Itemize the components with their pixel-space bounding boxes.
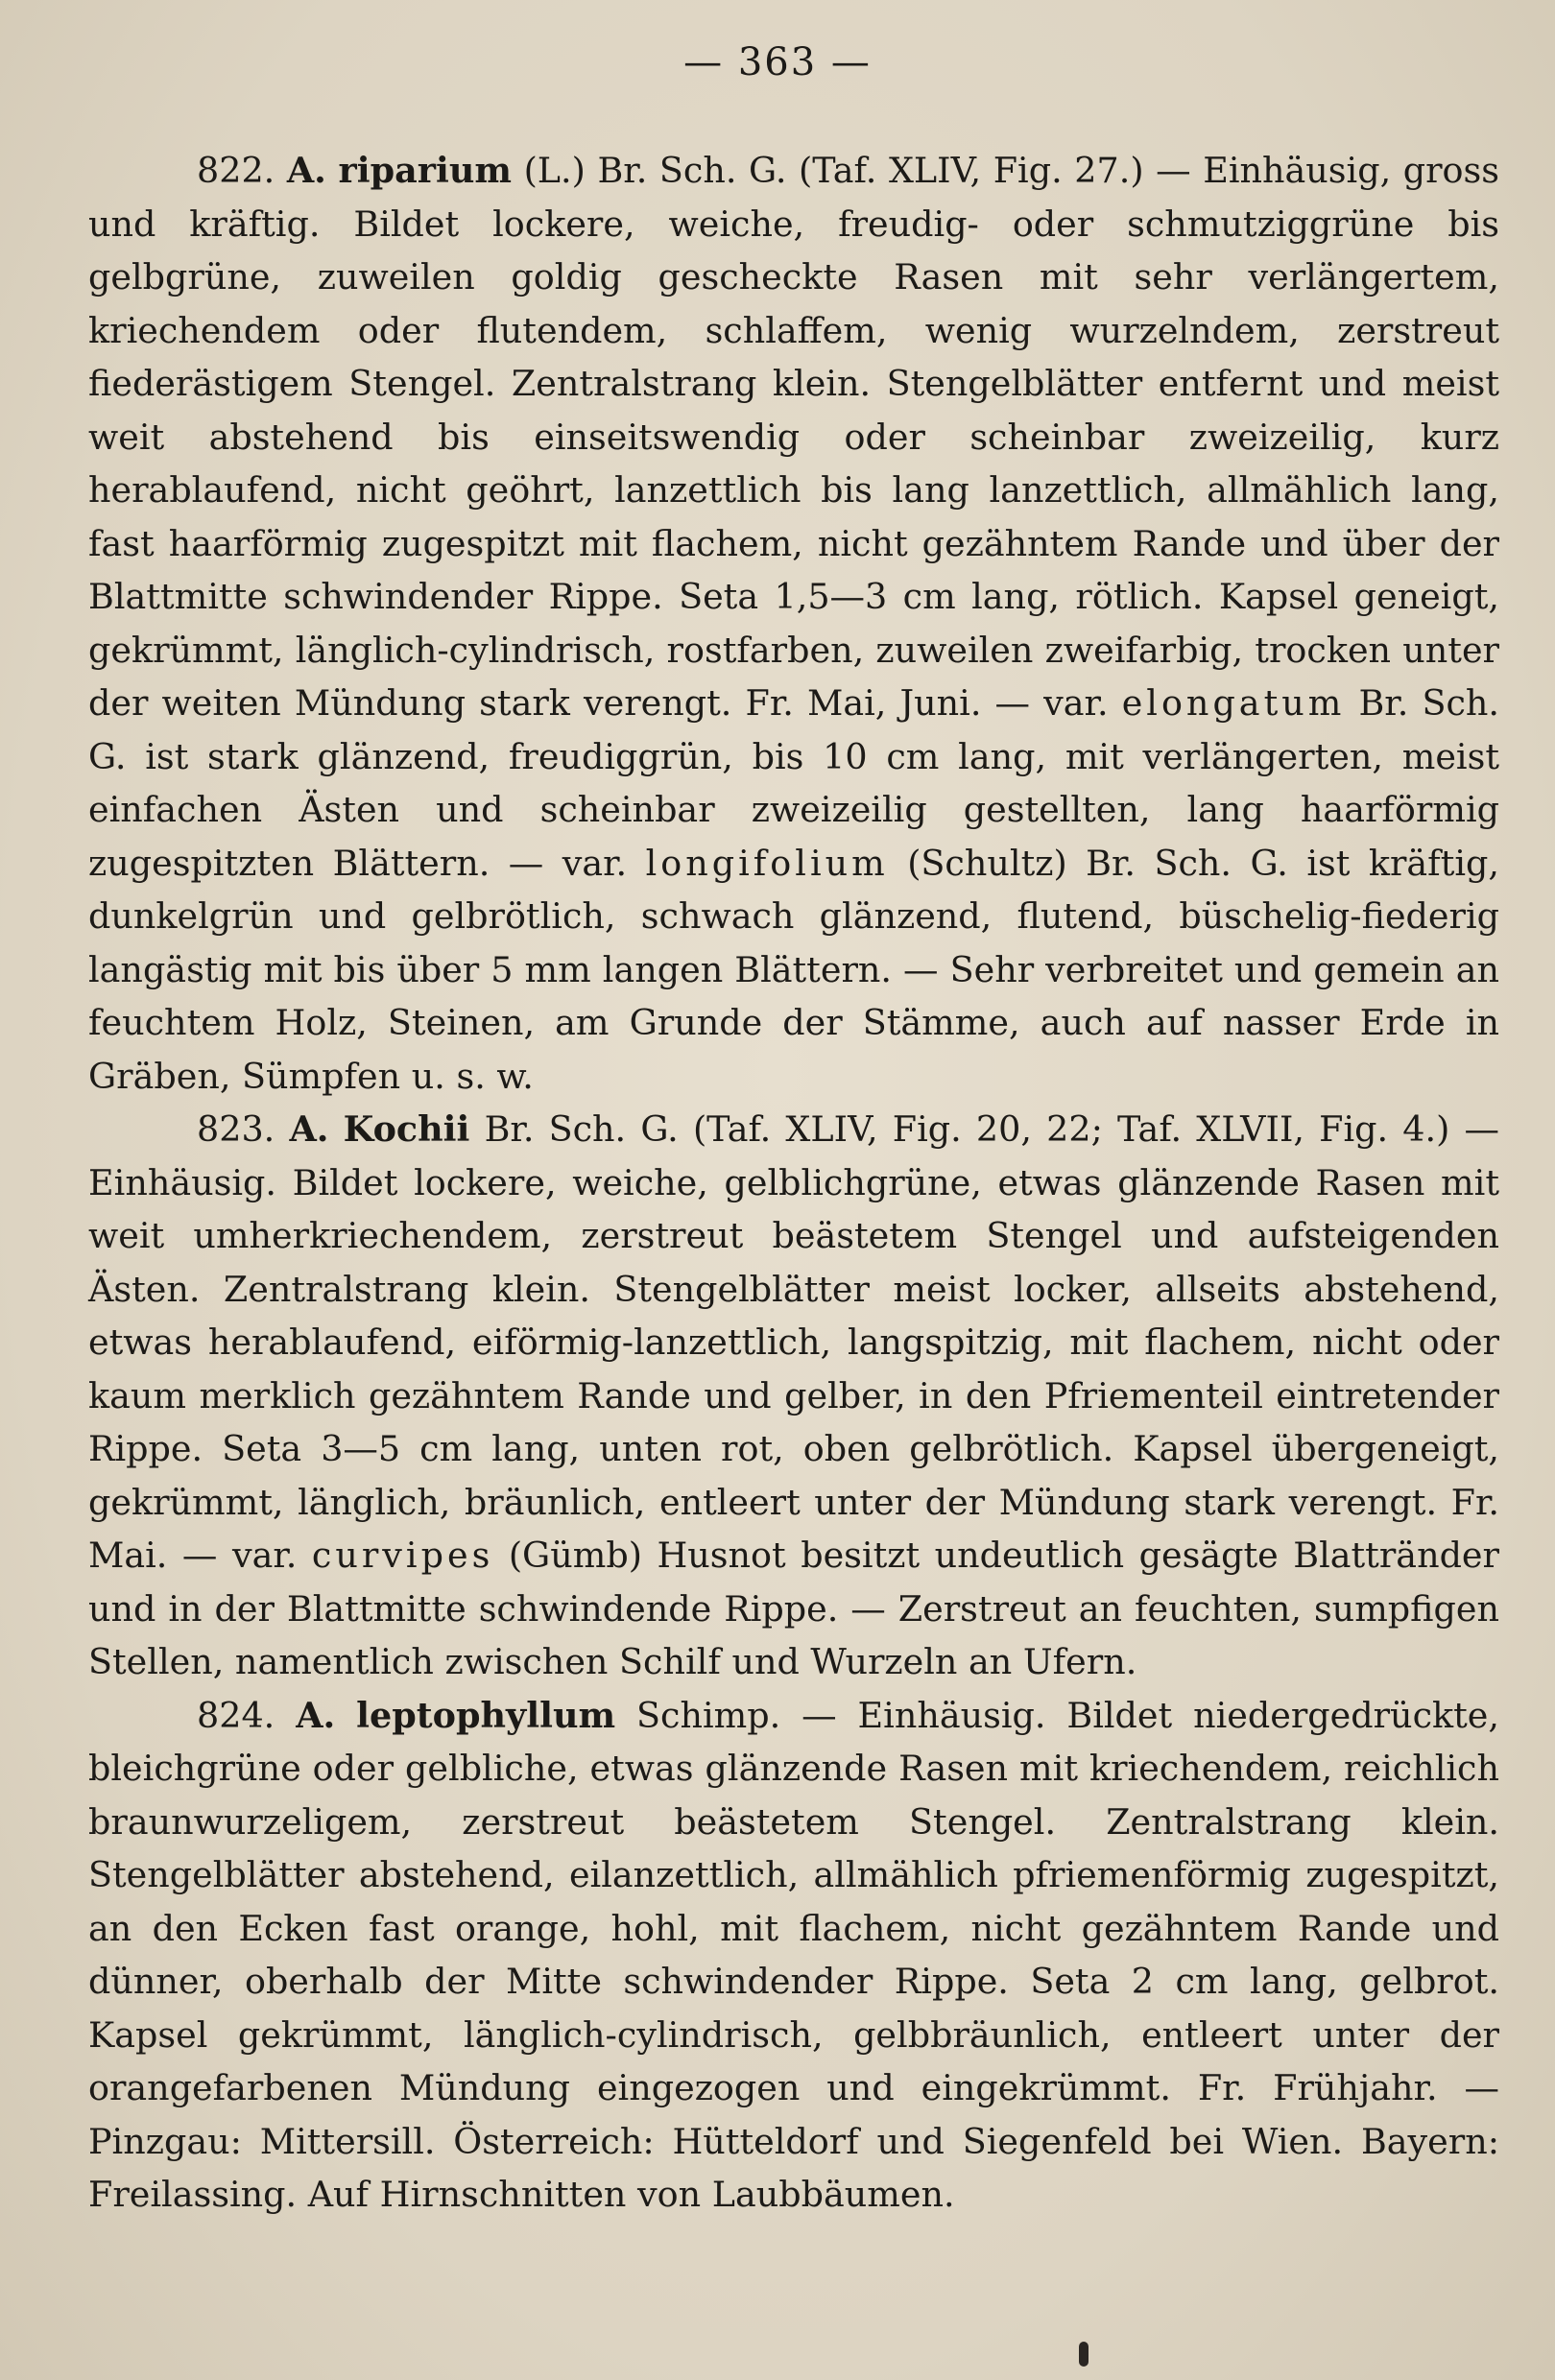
entry-text: Schimp. — Einhäusig. Bildet niedergedrückte, bleichgrüne oder gelbliche, etwas glänzende Rasen mit kriechendem, reichlich braunwurzeligem, zerstreut beästetem Stengel. Zentralstrang klein. Stengelblätter abstehend, eilanzettlich, allmählich pfriemenförmig zugespitzt, an den Ecken fast orange, hohl, mit flachem, nicht gezähntem Rande und dünner, oberhalb der Mitte schwindender Rippe. Seta 2 cm lang, gelbrot. Kapsel gekrümmt, länglich-cylindrisch, gelbbräunlich, entleert unter der orangefarbenen Mündung eingezogen und eingekrümmt. Fr. Frühjahr. — Pinzgau: Mittersill. Österreich: Hütteldorf und Siegenfeld bei Wien. Bayern: Freilassing. Auf Hirnschnitten von Laubbäumen. [88,1694,1499,2215]
entry-text: (L.) Br. Sch. G. (Taf. XLIV, Fig. 27.) — Einhäusig, gross und kräftig. Bildet lockere, weiche, freudig- oder schmutziggrüne bis gelbgrüne, zuweilen goldig gescheckte Rasen mit sehr verlängertem, kriechendem oder flutendem, schlaffem, wenig wurzelndem, zerstreut fiederästigem Stengel. Zentralstrang klein. Stengelblätter entfernt und meist weit abstehend bis einseitswendig oder scheinbar zweizeilig, kurz herablaufend, nicht geöhrt, lanzettlich bis lang lanzettlich, allmählich lang, fast haarförmig zugespitzt mit flachem, nicht gezähntem Rande und über der Blattmitte schwindender Rippe. Seta 1,5—3 cm lang, rötlich. Kapsel geneigt, gekrümmt, länglich-cylindrisch, rostfarben, zuweilen zweifarbig, trocken unter der weiten Mündung stark verengt. Fr. Mai, Juni. — var. [88,150,1499,724]
page-number: — 363 — [683,40,872,84]
entry-number: 824. [197,1694,275,1736]
variety-name: curvipes [311,1535,494,1576]
entry-text: Br. Sch. G. ist stark glänzend, freudiggrün, bis 10 cm lang, mit verlängerten, meist einfachen Ästen und scheinbar zweizeilig gestellten, lang haarförmig zugespitzten Blättern. — var. [88,682,1499,884]
entry-822 [88,144,1499,1103]
variety-name: elongatum [1121,682,1346,724]
entry-824 [88,1689,1499,2222]
species-name: riparium [338,150,512,191]
entry-823 [88,1103,1499,1689]
entry-text: (Gümb) Husnot besitzt undeutlich gesägte Blattränder und in der Blattmitte schwindende Rippe. — Zerstreut an feuchten, sumpfigen Stellen, namentlich zwischen Schilf und Wurzeln an Ufern. [88,1535,1499,1682]
genus-abbrev: A. [286,150,326,191]
species-name: Kochii [343,1108,470,1150]
variety-name: longifolium [645,842,889,884]
entry-number: 823. [197,1108,275,1150]
entry-number: 822. [197,150,275,191]
species-name: leptophyllum [356,1694,616,1736]
entry-text: (Schultz) Br. Sch. G. ist kräftig, dunkelgrün und gelbrötlich, schwach glänzend, flutend, büschelig-fiederig langästig mit bis über 5 mm langen Blättern. — Sehr verbreitet und gemein an feuchtem Holz, Steinen, am Grunde der Stämme, auch auf nasser Erde in Gräben, Sümpfen u. s. w. [88,842,1499,1097]
entry-text: Br. Sch. G. (Taf. XLIV, Fig. 20, 22; Taf. XLVII, Fig. 4.) — Einhäusig. Bildet lockere, weiche, gelblichgrüne, etwas glänzende Rasen mit weit umherkriechendem, zerstreut beästetem Stengel und aufsteigenden Ästen. Zentralstrang klein. Stengelblätter meist locker, allseits abstehend, etwas herablaufend, eiförmig-lanzettlich, langspitzig, mit flachem, nicht oder kaum merklich gezähntem Rande und gelber, in den Pfriementeil eintretender Rippe. Seta 3—5 cm lang, unten rot, oben gelbrötlich. Kapsel übergeneigt, gekrümmt, länglich, bräunlich, entleert unter der Mündung stark verengt. Fr. Mai. — var. [88,1108,1499,1576]
genus-abbrev: A. [289,1108,329,1150]
ink-smudge [1079,2342,1088,2367]
page-body [88,144,1499,2222]
genus-abbrev: A. [296,1694,336,1736]
